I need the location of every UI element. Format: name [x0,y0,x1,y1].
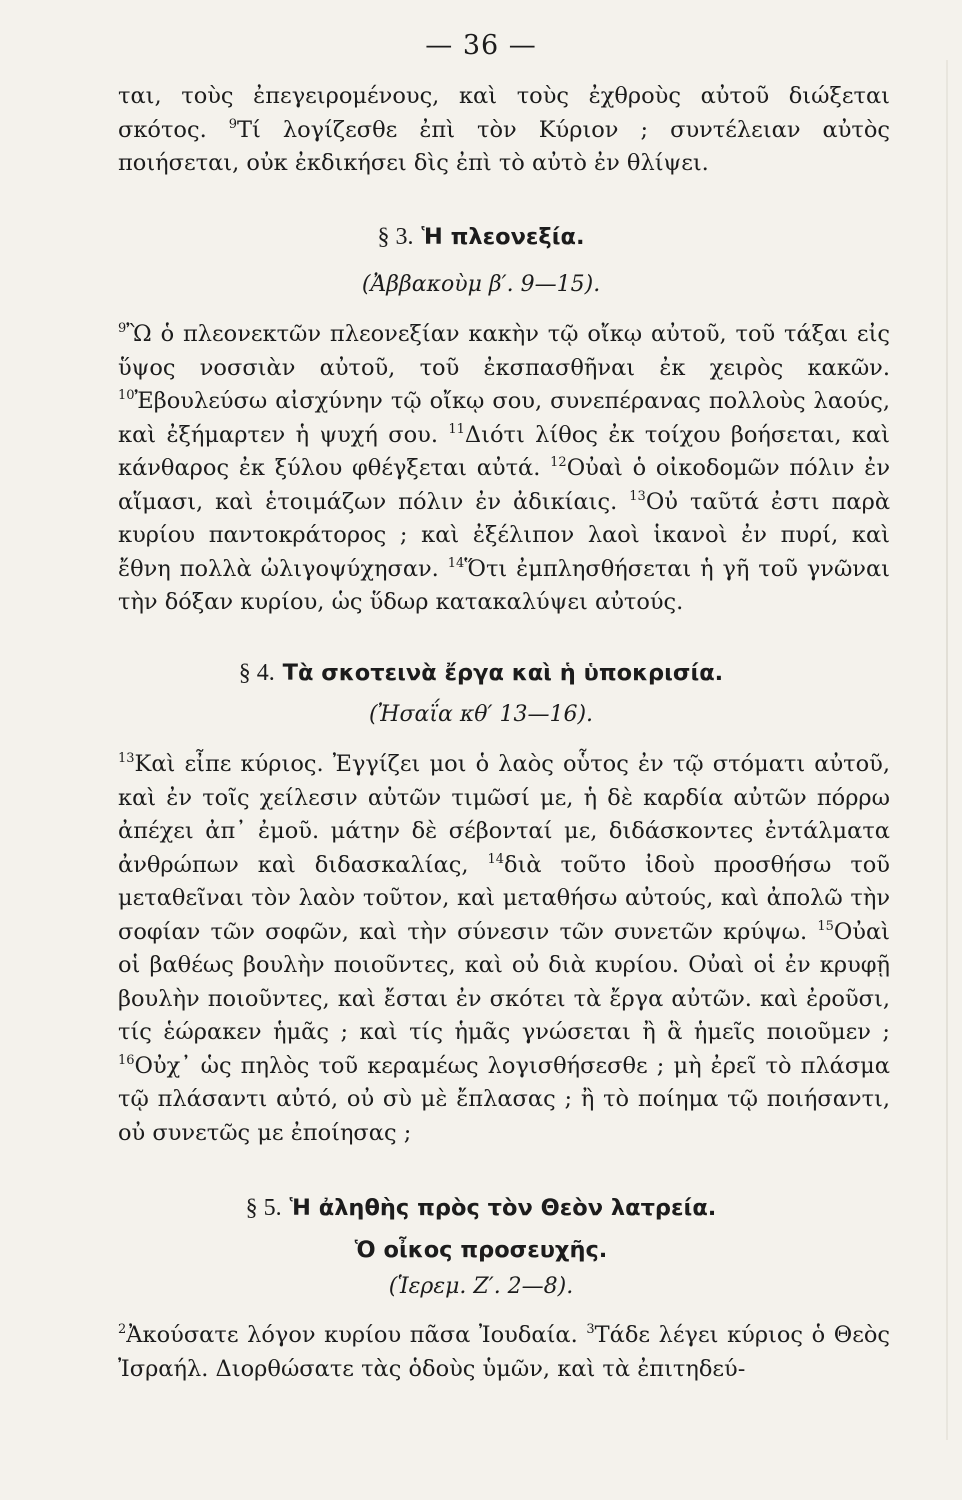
section-3-reference: (Ἀββακοὺμ β′. 9—15). [361,272,601,297]
verse-number: 14 [447,555,465,571]
verse-text: Τί λογίζεσθε ἐπὶ τὸν Κύριον ; συντέλειαν αὐτὸς ποιήσεται, οὐκ ἐκδικήσει δὶς ἐπὶ τὸ αὐτὸ ἐν θλίψει. [118,116,890,176]
section-title: Τὰ σκοτεινὰ ἔργα καὶ ἡ ὑποκρισία. [282,660,724,686]
verse-number: 16 [118,1052,135,1068]
verse-number: 10 [118,388,135,403]
section-number: § 3. [377,224,414,250]
section-title: Ἡ ἀληθὴς πρὸς τὸν Θεὸν λατρεία. [289,1195,717,1221]
section-number: § 5. [245,1195,282,1221]
verse-number: 3 [586,1322,595,1337]
intro-text [118,80,890,181]
section-5-body [118,1319,890,1386]
section-5-subtitle: Ὁ οἶκος προσευχῆς. [354,1237,608,1263]
verse-text: Οὐ ταῦτά ἐστι παρὰ κυρίου παντοκράτορος ; καὶ ἐξέλιπον λαοὶ ἱκανοὶ ἐν πυρί, καὶ ἔθνη πολλὰ ὠλιγοψύχησαν. [118,488,891,582]
verse-text: διὰ τοῦτο ἰδοὺ προσθήσω τοῦ μεταθεῖναι τὸν λαὸν τοῦτον, καὶ μεταθήσω αὐτούς, καὶ ἀπολῶ τὴν σοφίαν τῶν σοφῶν, καὶ τὴν σύνεσιν τῶν συνετῶν κρύψω. [118,851,890,945]
section-5-paragraph [118,1319,890,1386]
verse-text: Οὐαὶ οἱ βαθέως βουλὴν ποιοῦντες, καὶ οὐ διὰ κυρίου. Οὐαὶ οἱ ἐν κρυφῇ βουλὴν ποιοῦντες, καὶ ἔσται ἐν σκότει τὰ ἔργα αὐτῶν. καὶ ἐροῦσι, τίς ἑώρακεν ἡμᾶς ; καὶ τίς ἡμᾶς γνώσεται ἢ ἃ ἡμεῖς ποιοῦμεν ; [118,918,890,1045]
section-5-heading [0,1195,962,1222]
section-3-heading [0,224,962,251]
verse-number: 15 [817,918,834,934]
verse-text: Ἐβουλεύσω αἰσχύνην τῷ οἴκῳ σου, συνεπέρανας πολλοὺς λαούς, καὶ ἐξήμαρτεν ἡ ψυχή σου. [118,388,890,448]
verse-text: Ὅτι ἐμπλησθήσεται ἡ γῆ τοῦ γνῶναι τὴν δόξαν κυρίου, ὡς ὕδωρ κατακαλύψει αὐτούς. [118,555,890,615]
verse-text: Ἀκούσατε λόγον κυρίου πᾶσα Ἰουδαία. [126,1322,578,1348]
intro-continuation: ται, τοὺς ἐπεγειρομένους, καὶ τοὺς ἐχθροὺς αὐτοῦ διώξεται σκότος. [118,83,890,143]
verse-number: 2 [118,1322,127,1337]
verse-text: Ὢ ὁ πλεονεκτῶν πλεονεξίαν κακὴν τῷ οἴκῳ αὐτοῦ, τοῦ τάξαι εἰς ὕψος νοσσιὰν αὐτοῦ, τοῦ ἐκσπασθῆναι ἐκ χειρὸς κακῶν. [118,321,890,381]
verse-text: Διότι λίθος ἐκ τοίχου βοήσεται, καὶ κάνθαρος ἐκ ξύλου φθέγξεται αὐτά. [118,421,890,481]
section-3-paragraph [118,318,890,620]
verse-number: 12 [550,455,567,470]
verse-number: 9 [118,321,127,336]
verse-number: 9 [228,116,238,132]
verse-number: 13 [629,488,646,504]
page-edge-shadow [946,60,948,1440]
section-4-body [118,748,890,1150]
section-3-body [118,318,890,620]
verse-text: Καὶ εἶπε κύριος. Ἐγγίζει μοι ὁ λαὸς οὗτος ἐν τῷ στόματι αὐτοῦ, καὶ ἐν τοῖς χείλεσιν αὐτῶν τιμῶσί με, ἡ δὲ καρδία αὐτῶν πόρρω ἀπέχει ἀπ᾿ ἐμοῦ. μάτην δὲ σέβονταί με, διδάσκοντες ἐντάλματα ἀνθρώπων καὶ διδασκαλίας, [118,751,890,878]
section-4-heading [0,660,962,687]
section-5-reference: (Ἱερεμ. Ζ′. 2—8). [388,1274,574,1299]
intro-paragraph [118,80,890,181]
section-4-reference: (Ἠσαΐα κθ′ 13—16). [368,702,594,727]
verse-text: Οὐχ᾿ ὡς πηλὸς τοῦ κεραμέως λογισθήσεσθε ; μὴ ἐρεῖ τὸ πλάσμα τῷ πλάσαντι αὐτό, οὐ σὺ μὲ ἔπλασας ; ἢ τὸ ποίημα τῷ ποιήσαντι, οὐ συνετῶς με ἐποίησας ; [118,1052,890,1146]
verse-number: 13 [118,751,135,766]
verse-text: Οὐαὶ ὁ οἰκοδομῶν πόλιν ἐν αἵμασι, καὶ ἑτοιμάζων πόλιν ἐν ἀδικίαις. [118,455,891,515]
section-title: Ἡ πλεονεξία. [421,224,585,250]
verse-number: 11 [448,421,465,437]
verse-text: Τάδε λέγει κύριος ὁ Θεὸς Ἰσραήλ. Διορθώσατε τὰς ὁδοὺς ὑμῶν, καὶ τὰ ἐπιτηδεύ- [118,1322,891,1382]
section-4-paragraph [118,748,890,1150]
verse-number: 14 [487,851,505,867]
page-number: — 36 — [425,30,537,61]
section-number: § 4. [238,660,275,686]
